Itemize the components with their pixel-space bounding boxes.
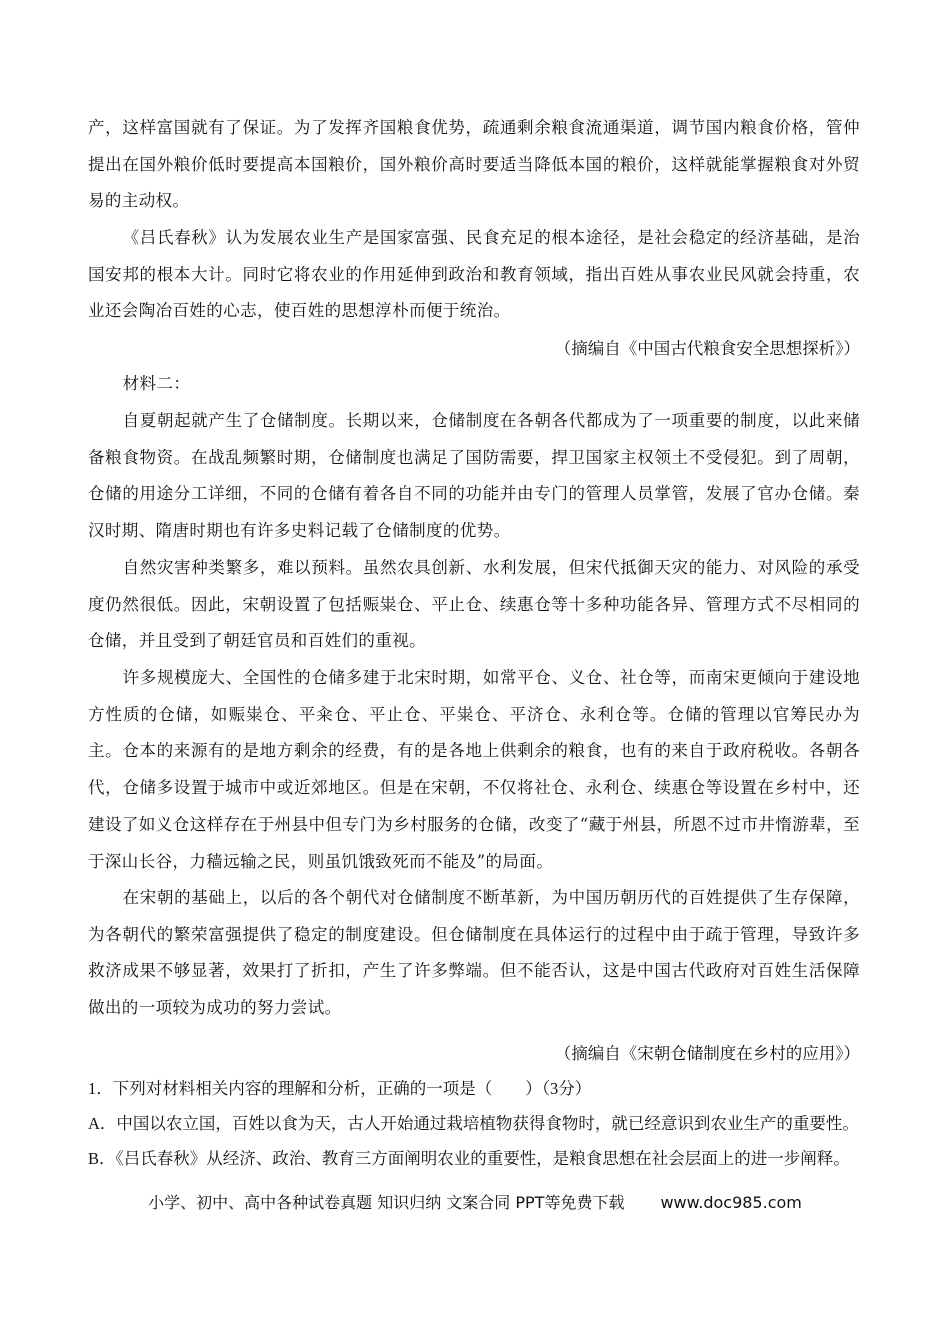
footer-url[interactable]: www.doc985.com — [660, 1193, 802, 1212]
footer-text: 小学、初中、高中各种试卷真题 知识归纳 文案合同 PPT等免费下载 — [148, 1193, 625, 1212]
paragraph-material2-2: 自然灾害种类繁多，难以预料。虽然农具创新、水利发展，但宋代抵御天灾的能力、对风险的承受度仍然很低。因此，宋朝设置了包括赈粜仓、平止仓、续惠仓等十多种功能各异、管理方式不尽相同的仓储，并且受到了朝廷官员和百姓们的重视。 — [88, 558, 860, 651]
material-2-heading: 材料二： — [122, 374, 191, 393]
paragraph-lvshi-chunqiu: 《吕氏春秋》认为发展农业生产是国家富强、民食充足的根本途径，是社会稳定的经济基础，是治国安邦的根本大计。同时它将农业的作用延伸到政治和教育领域，指出百姓从事农业民风就会持重，农业还会陶冶百姓的心志，使百姓的思想淳朴而便于统治。 — [88, 228, 860, 321]
source-citation-1: （摘编自《中国古代粮食安全思想探析》） — [554, 339, 860, 358]
question-1: 1．下列对材料相关内容的理解和分析，正确的一项是（ ）（3分） — [88, 1079, 592, 1098]
source-citation-2: （摘编自《宋朝仓储制度在乡村的应用》） — [554, 1044, 860, 1063]
paragraph-intro: 产，这样富国就有了保证。为了发挥齐国粮食优势，疏通剩余粮食流通渠道，调节国内粮食价格，管仲提出在国外粮价低时要提高本国粮价，国外粮价高时要适当降低本国的粮价，这样就能掌握粮食对外贸易的主动权。 — [88, 118, 860, 211]
option-b: B．《吕氏春秋》从经济、政治、教育三方面阐明农业的重要性，是粮食思想在社会层面上的进一步阐释。 — [88, 1149, 850, 1168]
paragraph-material2-1: 自夏朝起就产生了仓储制度。长期以来，仓储制度在各朝各代都成为了一项重要的制度，以此来储备粮食物资。在战乱频繁时期，仓储制度也满足了国防需要，捍卫国家主权领土不受侵犯。到了周朝，仓储的用途分工详细，不同的仓储有着各自不同的功能并由专门的管理人员掌管，发展了官办仓储。秦汉时期、隋唐时期也有许多史料记载了仓储制度的优势。 — [88, 411, 860, 541]
paragraph-material2-4: 在宋朝的基础上，以后的各个朝代对仓储制度不断革新，为中国历朝历代的百姓提供了生存保障，为各朝代的繁荣富强提供了稳定的制度建设。但仓储制度在具体运行的过程中由于疏于管理，导致许多救济成果不够显著，效果打了折扣，产生了许多弊端。但不能否认，这是中国古代政府对百姓生活保障做出的一项较为成功的努力尝试。 — [88, 888, 860, 1018]
paragraph-material2-3: 许多规模庞大、全国性的仓储多建于北宋时期，如常平仓、义仓、社仓等，而南宋更倾向于建设地方性质的仓储，如赈粜仓、平籴仓、平止仓、平粜仓、平济仓、永利仓等。仓储的管理以官筹民办为主。仓本的来源有的是地方剩余的经费，有的是各地上供剩余的粮食，也有的来自于政府税收。各朝各代，仓储多设置于城市中或近郊地区。但是在宋朝，不仅将社仓、永利仓、续惠仓等设置在乡村中，还建设了如义仓这样存在于州县中但专门为乡村服务的仓储，改变了“藏于州县，所恩不过市井惰游辈，至于深山长谷，力穑远输之民，则虽饥饿致死而不能及”的局面。 — [88, 668, 860, 871]
option-a: A．中国以农立国，百姓以食为天，古人开始通过栽培植物获得食物时，就已经意识到农业生产的重要性。 — [88, 1114, 859, 1133]
page-footer — [0, 1190, 950, 1213]
